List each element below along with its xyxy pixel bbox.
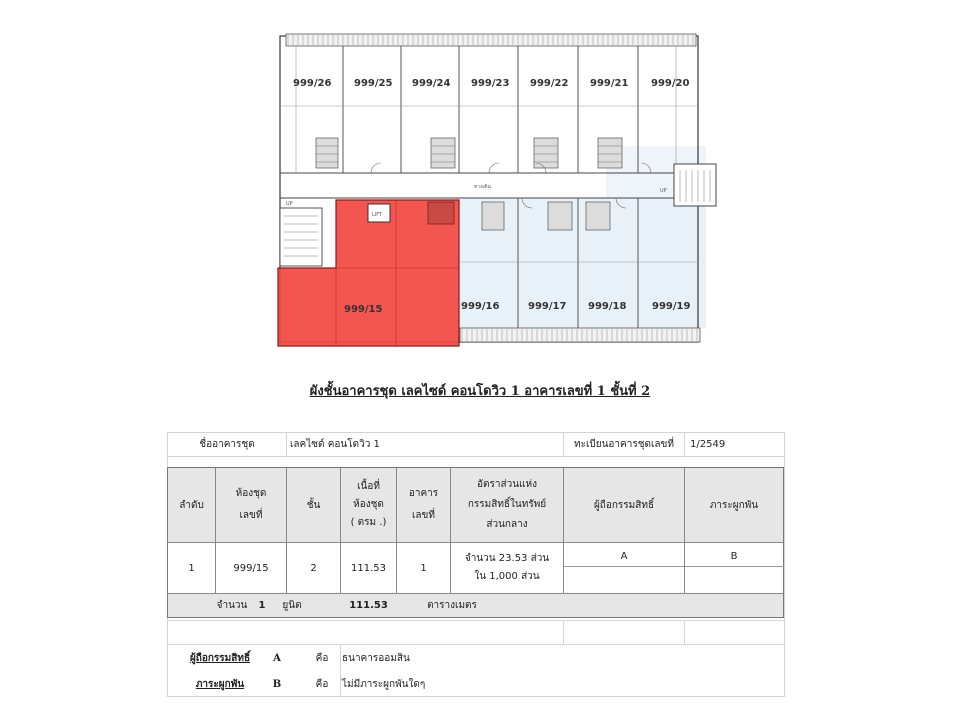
row-unit-no: 999/15 xyxy=(233,562,269,574)
row-ratio-line: จำนวน 23.53 ส่วน xyxy=(464,553,550,564)
plan-unit-label: 999/26 xyxy=(293,78,332,89)
plan-unit-label: 999/20 xyxy=(651,78,690,89)
header-encumbrance: ภาระผูกพัน xyxy=(709,499,759,511)
building-name-label: ชื่ออาคารชุด xyxy=(199,439,255,450)
total-unit-label: ยูนิต xyxy=(282,600,302,611)
legend-encumbrance-letter: B xyxy=(272,678,282,690)
total-area: 111.53 xyxy=(349,600,388,611)
row-building-no: 1 xyxy=(420,562,427,574)
legend-encumbrance-is: คือ xyxy=(315,678,329,690)
header-ratio xyxy=(451,468,563,542)
floor-plan xyxy=(276,26,720,348)
up-label-left: UP xyxy=(286,201,293,207)
legend-owner-term: ผู้ถือกรรมสิทธิ์ xyxy=(189,652,251,664)
row-area: 111.53 xyxy=(351,562,386,574)
header-ratio-line: กรรมสิทธิ์ในทรัพย์ xyxy=(467,499,547,510)
header-area xyxy=(341,468,396,542)
header-order: ลำดับ xyxy=(179,499,204,511)
row-ratio xyxy=(451,543,563,593)
header-area-line: ห้องชุด xyxy=(353,499,384,510)
total-area-unit: ตารางเมตร xyxy=(427,600,477,611)
row-encumbrance: B xyxy=(730,550,738,562)
header-floor: ชั้น xyxy=(306,499,321,511)
registration-label: ทะเบียนอาคารชุดเลขที่ xyxy=(574,439,674,450)
legend-owner-is: คือ xyxy=(315,652,329,664)
legend-owner-letter: A xyxy=(273,652,281,664)
legend-encumbrance-term: ภาระผูกพัน xyxy=(195,678,245,690)
plan-title: ผังชั้นอาคารชุด เลคไซด์ คอนโดวิว 1 อาคารเลขที่ 1 ชั้นที่ 2 xyxy=(309,384,651,399)
row-ratio-line: ใน 1,000 ส่วน xyxy=(474,571,540,582)
header-unit-no xyxy=(216,468,286,542)
header-owner: ผู้ถือกรรมสิทธิ์ xyxy=(593,499,655,511)
header-building-no-line: อาคาร xyxy=(408,488,439,499)
registration-value: 1/2549 xyxy=(690,439,726,450)
total-count-value: 1 xyxy=(258,600,266,611)
plan-unit-label: 999/15 xyxy=(344,304,383,315)
plan-unit-label: 999/23 xyxy=(471,78,510,89)
lift-label: LIFT xyxy=(372,212,383,218)
plan-unit-label: 999/22 xyxy=(530,78,569,89)
row-owner: A xyxy=(620,550,628,562)
building-name-value: เลคไซด์ คอนโดวิว 1 xyxy=(290,439,380,450)
legend-encumbrance-value: ไม่มีภาระผูกพันใดๆ xyxy=(342,678,426,690)
header-ratio-line: อัตราส่วนแห่ง xyxy=(477,479,537,490)
plan-unit-label: 999/24 xyxy=(412,78,451,89)
header-area-line: ( ตรม .) xyxy=(350,517,387,528)
plan-unit-label: 999/21 xyxy=(590,78,629,89)
plan-unit-label: 999/17 xyxy=(528,301,567,312)
header-building-no-line: เลขที่ xyxy=(412,510,435,521)
plan-unit-label: 999/16 xyxy=(461,301,500,312)
header-unit-no-line: เลขที่ xyxy=(239,510,263,521)
header-ratio-line: ส่วนกลาง xyxy=(486,519,528,530)
up-label-right: UP xyxy=(660,188,667,194)
header-unit-no-line: ห้องชุด xyxy=(235,488,267,499)
plan-unit-label: 999/19 xyxy=(652,301,691,312)
total-count-label: จำนวน xyxy=(216,600,248,611)
plan-unit-label: 999/25 xyxy=(354,78,393,89)
header-area-line: เนื้อที่ xyxy=(357,481,380,492)
header-building-no xyxy=(397,468,450,542)
corridor-label: ทางเดิน xyxy=(474,184,491,190)
row-floor: 2 xyxy=(310,562,317,574)
plan-unit-label: 999/18 xyxy=(588,301,627,312)
legend-owner-value: ธนาคารออมสิน xyxy=(342,652,410,664)
row-order: 1 xyxy=(188,562,195,574)
